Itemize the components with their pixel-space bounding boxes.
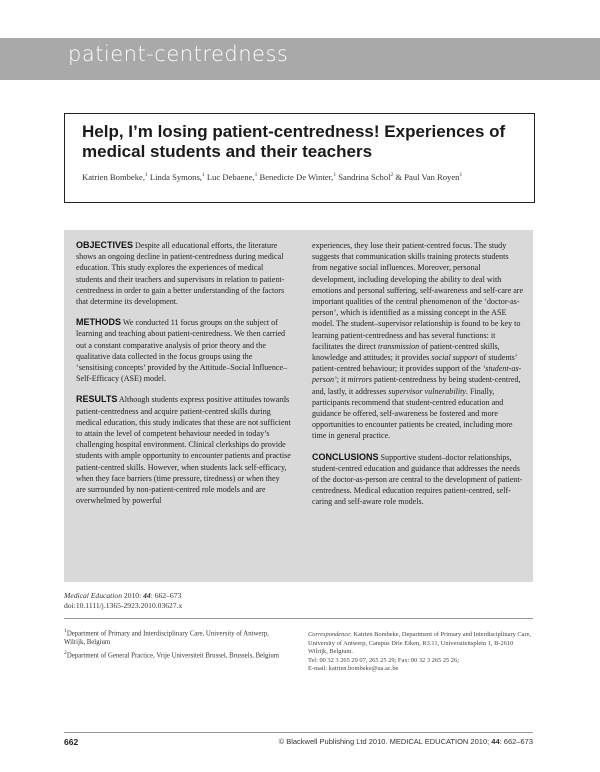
author-affil-sup: 1 <box>333 172 337 179</box>
journal-citation <box>64 591 182 611</box>
methods-heading: METHODS <box>76 317 121 328</box>
objectives-text: Despite all educational efforts, the literature shows an ongoing decline in patient-centredness during medical education. This study explores the experiences of medical students and their teachers and supervisors in relation to patient-centredness in order to gain a better understanding of the factors that determine its development. <box>76 241 285 307</box>
results-heading: RESULTS <box>76 394 118 405</box>
author-name: Sandrina Schol <box>336 172 391 182</box>
objectives-heading: OBJECTIVES <box>76 240 134 250</box>
results-cont-emphasis: supervisor vulnerability <box>388 386 466 396</box>
results-cont-emphasis: transmission <box>377 341 420 351</box>
affiliation-1 <box>64 627 286 647</box>
conclusions-text: Supportive student–doctor relationships, student-centred education and guidance that addresses the needs of the doctor-as-person are central to the development of patient-centredness. Medical education requires patient-centred, self-caring and self-aware role models. <box>312 452 523 507</box>
results-cont-text: . Finally, participants recommend that student-centred education and guidance be offered, self-awareness be fostered and more opportunities to encounter patients be created, including more time in general practice. <box>312 386 513 441</box>
section-label: patient-centredness <box>68 42 289 66</box>
author-affil-sup: 2 <box>390 172 394 179</box>
correspondence <box>308 631 533 674</box>
author-list <box>82 172 532 182</box>
author-name: & Paul Van Royen <box>393 172 460 182</box>
author-name: Linda Symons, <box>147 172 202 182</box>
footer-volume: 44 <box>491 737 500 746</box>
title-box <box>64 113 535 203</box>
results-continued-paragraph <box>312 240 524 442</box>
results-cont-text: of students’ patient-centred behaviour; it provides support of the <box>312 353 517 374</box>
affiliations <box>64 627 286 663</box>
results-cont-emphasis: mirrors <box>347 375 372 385</box>
abstract-column-right <box>312 240 524 518</box>
results-cont-text: ; it <box>336 375 348 385</box>
abstract-column-left <box>76 240 291 516</box>
author-affil-sup: 1 <box>201 172 205 179</box>
footer-divider <box>64 732 533 733</box>
affiliation-2 <box>64 649 286 660</box>
results-cont-text: of patient-centred skills, knowledge and attitudes; it provides <box>312 341 500 363</box>
section-banner <box>0 38 600 80</box>
author-name: Katrien Bombeke, <box>82 172 146 182</box>
journal-name: Medical Education <box>64 591 122 600</box>
author-affil-sup: 1 <box>459 172 463 179</box>
article-title: Help, I’m losing patient-centredness! Experiences of medical students and their teachers <box>82 122 506 161</box>
objectives-paragraph <box>76 240 291 307</box>
affiliation-text: Department of Primary and Interdisciplinary Care, University of Antwerp, Wilrijk, Belgium <box>64 630 269 647</box>
doi: doi:10.1111/j.1365-2923.2010.03627.x <box>64 601 183 610</box>
footer-copyright <box>279 737 533 746</box>
results-cont-text: patient-centredness by being student-centred, and, lastly, it addresses <box>312 375 521 396</box>
author-name: Luc Debaene, <box>204 172 255 182</box>
correspondence-label: Correspondence <box>308 631 351 638</box>
results-cont-text: experiences, they lose their patient-centred focus. The study suggests that communication skills training protects students from negative social influences. Moreover, personal development, including developing the ability to deal with emotions and personal suffering, self-awareness and self-care are important qualities of the central phenomenon of the ‘doctor-as-person’, which is identified as a missing concept in the ASE model. The student–supervisor relationship is found to be key to learning patient-centredness and has several functions: it facilitates the direct <box>312 241 524 351</box>
page-number: 662 <box>64 737 79 747</box>
affiliation-text: Department of General Practice, Vrije Universiteit Brussel, Brussels, Belgium <box>66 652 280 660</box>
results-paragraph <box>76 394 291 506</box>
citation-pages: : 662–673 <box>150 591 182 600</box>
author-name: Benedicte De Winter, <box>257 172 334 182</box>
affiliation-sup: 1 <box>64 628 67 634</box>
correspondence-tel: Tel: 00 32 3 265 29 07, 265 25 29; Fax: 00 32 3 265 25 26; <box>308 656 459 664</box>
affiliation-sup: 2 <box>64 650 67 657</box>
abstract-box <box>64 230 533 582</box>
methods-paragraph <box>76 317 291 384</box>
divider <box>64 618 533 619</box>
conclusions-heading: CONCLUSIONS <box>312 451 379 462</box>
author-affil-sup: 1 <box>254 172 258 179</box>
correspondence-email: E-mail: katrien.bombeke@ua.ac.be <box>308 665 399 673</box>
results-cont-emphasis: ‘student-as-person’ <box>312 364 522 385</box>
conclusions-paragraph <box>312 452 524 508</box>
footer-copyright-text: © Blackwell Publishing Ltd 2010. MEDICAL EDUCATION 2010; <box>278 737 492 746</box>
results-cont-emphasis: social support <box>431 353 478 363</box>
citation-volume: 44 <box>143 591 151 600</box>
correspondence-address: : Katrien Bombeke, Department of Primary and Interdisciplinary Care, University of Antwerp, Campus Drie Eiken, R3.11, Universiteitsplein 1, B-2610 Wilrijk, Belgium. <box>308 631 532 656</box>
results-text: Although students express positive attitudes towards patient-centredness and acquire patient-centred skills during medical education, this study indicates that these are not sufficient to attain the level of competent behaviour needed in today’s challenging hospital environment. Clinical clerkships do provide students with ample opportunity to encounter patients and practise patient-centred skills. However, when students lack self-efficacy, when they face barriers (time pressure, tiredness) or when they are surrounded by non-patient-centred role models and are overwhelmed by powerful <box>76 395 291 506</box>
footer-pages: : 662–673 <box>499 737 533 746</box>
citation-year: 2010: <box>122 591 144 600</box>
author-affil-sup: 1 <box>145 172 148 179</box>
methods-text: We conducted 11 focus groups on the subject of learning and teaching about patient-centredness. We then carried out a constant comparative analysis of prior theory and the qualitative data collected in the focus groups using the ‘sensitising concepts’ provided by the Attitude–Social Influence–Self-Efficacy (ASE) model. <box>76 318 288 384</box>
